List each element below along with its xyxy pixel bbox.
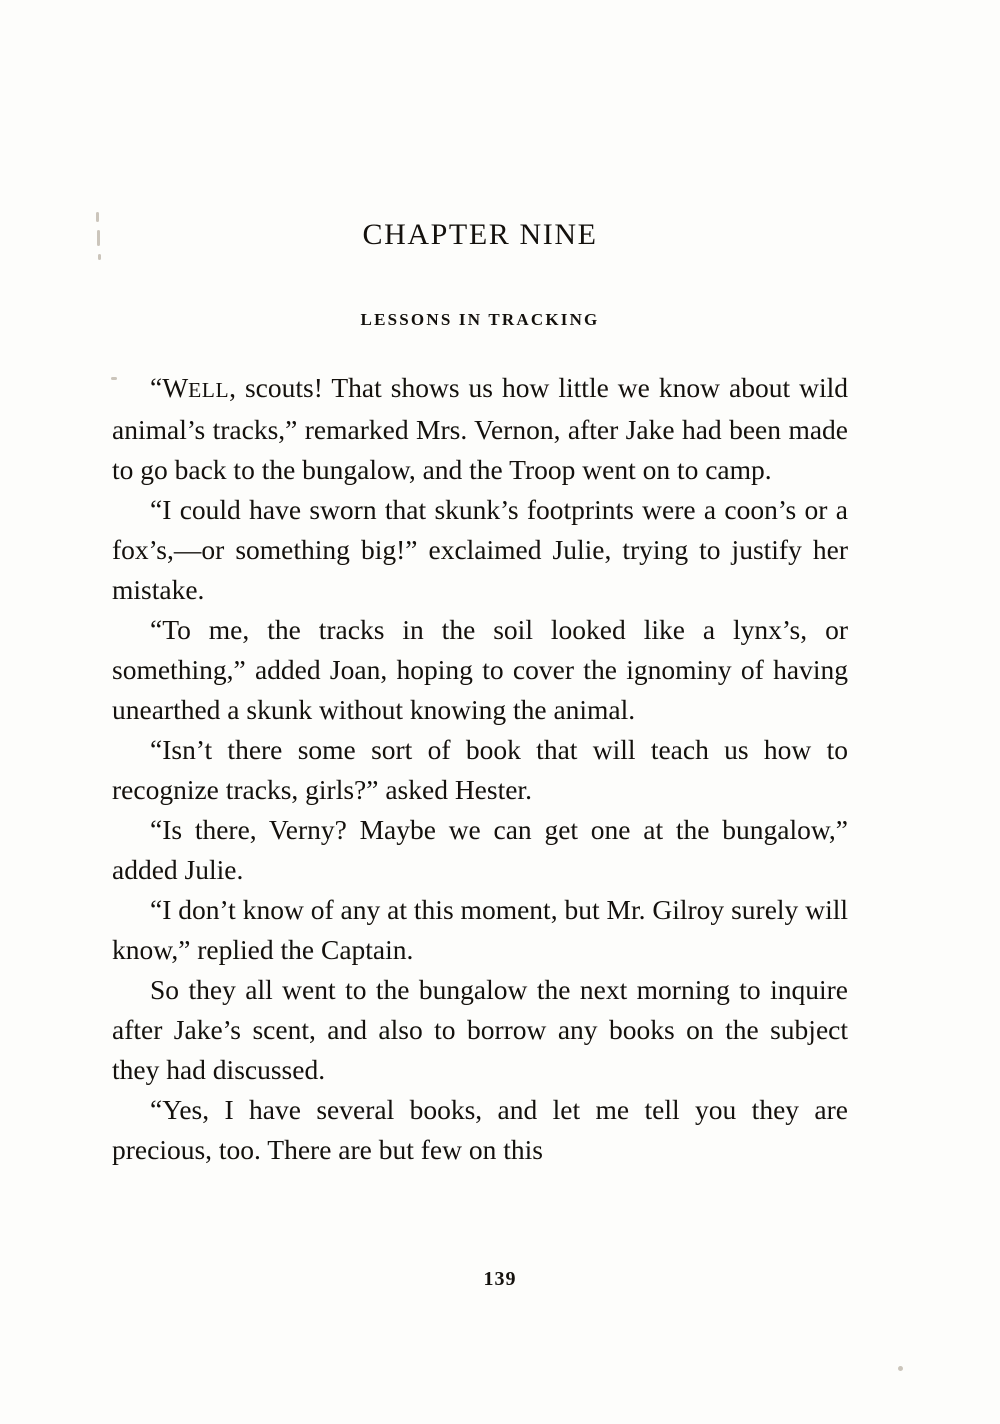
paragraph-2: “I could have sworn that skunk’s footprints were a coon’s or a fox’s,—or something big!” exclaimed Julie, trying to justify her mistake. bbox=[112, 494, 848, 605]
paragraph-8: “Yes, I have several books, and let me tell you they are precious, too. There are but few on this bbox=[112, 1094, 848, 1165]
paragraph-lead-smallcaps: ELL bbox=[188, 378, 230, 402]
paragraph-3: “To me, the tracks in the soil looked like a lynx’s, or something,” added Joan, hoping to cover the ignominy of having unearthed a skunk without knowing the animal. bbox=[112, 614, 848, 725]
paragraph-opening-quote: “W bbox=[150, 372, 189, 403]
page-number: 139 bbox=[483, 1268, 517, 1290]
scan-speck-icon bbox=[898, 1366, 903, 1371]
body-text bbox=[112, 368, 848, 1170]
paragraph-7: So they all went to the bungalow the next morning to inquire after Jake’s scent, and also to borrow any books on the subject they had discussed. bbox=[112, 974, 848, 1085]
page-content bbox=[112, 200, 848, 1170]
paragraph-5: “Is there, Verny? Maybe we can get one at the bungalow,” added Julie. bbox=[112, 814, 848, 885]
paragraph-6: “I don’t know of any at this moment, but Mr. Gilroy surely will know,” replied the Captain. bbox=[112, 894, 848, 965]
chapter-subtitle: LESSONS IN TRACKING bbox=[360, 310, 600, 329]
scan-speck-icon bbox=[96, 212, 99, 222]
paragraph-4: “Isn’t there some sort of book that will teach us how to recognize tracks, girls?” asked Hester. bbox=[112, 734, 848, 805]
scan-speck-icon bbox=[98, 254, 101, 260]
scan-speck-icon bbox=[97, 230, 100, 246]
paragraph-body: , scouts! That shows us how little we know about wild animal’s tracks,” remarked Mrs. Vernon, after Jake had been made to go back to the bungalow, and the Troop went on to camp. bbox=[112, 372, 848, 485]
chapter-title: CHAPTER NINE bbox=[362, 218, 598, 251]
paragraph-1 bbox=[112, 368, 848, 490]
